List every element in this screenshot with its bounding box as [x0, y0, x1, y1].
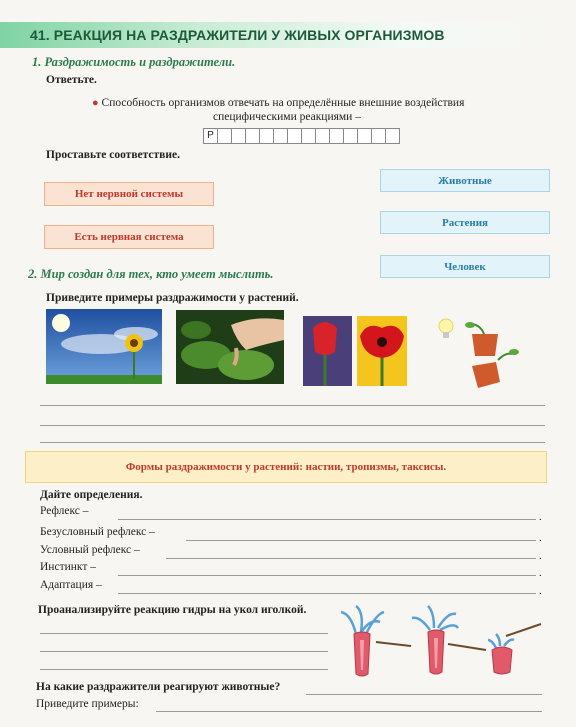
definition-line[interactable]	[186, 540, 536, 541]
writing-line[interactable]	[306, 694, 542, 695]
card-human[interactable]: Человек	[380, 255, 550, 278]
sunflower-sky-image	[46, 309, 162, 384]
answer-box[interactable]	[287, 128, 302, 144]
answer-box[interactable]	[245, 128, 260, 144]
answer-box-first[interactable]: Р	[203, 128, 218, 144]
answer-box[interactable]	[371, 128, 386, 144]
writing-line[interactable]	[40, 633, 328, 634]
animals-question: На какие раздражители реагируют животные?	[36, 681, 281, 693]
section-1-title: 1. Раздражимость и раздражители.	[32, 55, 236, 69]
question-line-1	[92, 97, 464, 109]
card-animals[interactable]: Животные	[380, 169, 550, 192]
answer-box[interactable]	[301, 128, 316, 144]
writing-line[interactable]	[40, 425, 545, 426]
writing-line[interactable]	[40, 651, 328, 652]
term-reflex: Рефлекс –	[40, 505, 89, 517]
line-end-dot: .	[539, 567, 542, 579]
answer-box[interactable]	[385, 128, 400, 144]
definition-line[interactable]	[118, 593, 536, 594]
hydra-prompt: Проанализируйте реакцию гидры на укол иголкой.	[38, 604, 307, 616]
section-2-title: 2. Мир создан для тех, кто умеет мыслить.	[28, 267, 274, 281]
answer-box[interactable]	[231, 128, 246, 144]
line-end-dot: .	[539, 511, 542, 523]
answer-prompt: Ответьте.	[46, 74, 97, 86]
seedling-pots-image	[434, 316, 526, 392]
forms-banner: Формы раздражимости у растений: настии, тропизмы, таксисы.	[25, 451, 547, 483]
examples-label: Приведите примеры:	[36, 698, 139, 710]
answer-letter-boxes[interactable]	[203, 128, 399, 144]
term-unconditioned-reflex: Безусловный рефлекс –	[40, 526, 155, 538]
card-no-nervous-system[interactable]: Нет нервной системы	[44, 182, 214, 206]
answer-box[interactable]	[329, 128, 344, 144]
examples-prompt: Приведите примеры раздражимости у растений.	[46, 292, 299, 304]
card-plants[interactable]: Растения	[380, 211, 550, 234]
hydra-illustration	[336, 604, 546, 680]
answer-box[interactable]	[357, 128, 372, 144]
term-instinct: Инстинкт –	[40, 561, 96, 573]
card-has-nervous-system[interactable]: Есть нервная система	[44, 225, 214, 249]
answer-box[interactable]	[259, 128, 274, 144]
answer-box[interactable]	[343, 128, 358, 144]
line-end-dot: .	[539, 550, 542, 562]
answer-box[interactable]	[217, 128, 232, 144]
term-conditioned-reflex: Условный рефлекс –	[40, 544, 140, 556]
question-line-2: специфическими реакциями –	[213, 111, 361, 123]
tulip-closed-image	[303, 316, 352, 386]
definitions-prompt: Дайте определения.	[40, 489, 143, 501]
definition-line[interactable]	[118, 519, 536, 520]
definition-line[interactable]	[118, 575, 536, 576]
writing-line[interactable]	[40, 405, 545, 406]
bullet-icon: ●	[92, 97, 99, 109]
definition-line[interactable]	[166, 558, 536, 559]
answer-box[interactable]	[273, 128, 288, 144]
answer-box[interactable]	[315, 128, 330, 144]
writing-line[interactable]	[156, 711, 542, 712]
tulip-open-image	[357, 316, 407, 386]
hand-touching-mimosa-image	[176, 310, 284, 384]
question-text-1: Способность организмов отвечать на определённые внешние воздействия	[101, 97, 465, 109]
writing-line[interactable]	[40, 669, 328, 670]
match-prompt: Проставьте соответствие.	[46, 149, 180, 161]
line-end-dot: .	[539, 585, 542, 597]
page-title: 41. РЕАКЦИЯ НА РАЗДРАЖИТЕЛИ У ЖИВЫХ ОРГАНИЗМОВ	[30, 27, 445, 43]
writing-line[interactable]	[40, 442, 545, 443]
term-adaptation: Адаптация –	[40, 579, 102, 591]
line-end-dot: .	[539, 532, 542, 544]
